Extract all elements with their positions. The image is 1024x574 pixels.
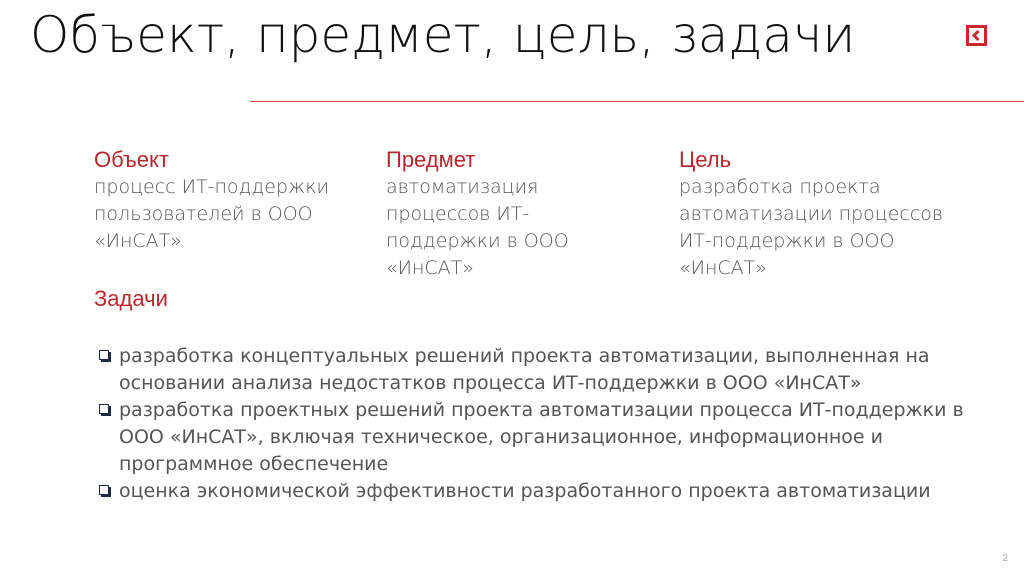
checkbox-bullet-icon	[99, 485, 109, 495]
back-arrow-icon[interactable]	[966, 25, 987, 46]
task-text: разработка проектных решений проекта автоматизации процесса ИТ-поддержки в ООО «ИнСАТ», включая техническое, организационное, информационное и программное обеспечение	[119, 399, 964, 475]
checkbox-bullet-icon	[99, 404, 109, 414]
goal-column	[679, 146, 959, 282]
checkbox-bullet-icon	[99, 350, 109, 360]
task-item	[99, 397, 979, 478]
subject-column	[386, 146, 666, 282]
task-item	[99, 478, 979, 505]
task-text: разработка концептуальных решений проекта автоматизации, выполненная на основании анализа недостатков процесса ИТ-поддержки в ООО «ИнСАТ»	[119, 345, 930, 394]
goal-text: разработка проекта автоматизации процессов ИТ-поддержки в ООО «ИнСАТ»	[679, 176, 944, 279]
tasks-heading: Задачи	[94, 286, 168, 311]
page-number: 2	[1002, 553, 1008, 564]
title-divider	[250, 101, 1024, 102]
object-text: процесс ИТ-поддержки пользователей в ООО «ИнСАТ»	[94, 176, 330, 252]
slide-title: Объект, предмет, цель, задачи	[30, 6, 856, 64]
task-text: оценка экономической эффективности разработанного проекта автоматизации	[119, 480, 931, 502]
object-heading: Объект	[94, 147, 169, 172]
object-column	[94, 146, 374, 255]
goal-heading: Цель	[679, 147, 732, 172]
task-item	[99, 343, 979, 397]
subject-text: автоматизация процессов ИТ-поддержки в ООО «ИнСАТ»	[386, 176, 569, 279]
tasks-list	[99, 343, 979, 505]
subject-heading: Предмет	[386, 147, 476, 172]
